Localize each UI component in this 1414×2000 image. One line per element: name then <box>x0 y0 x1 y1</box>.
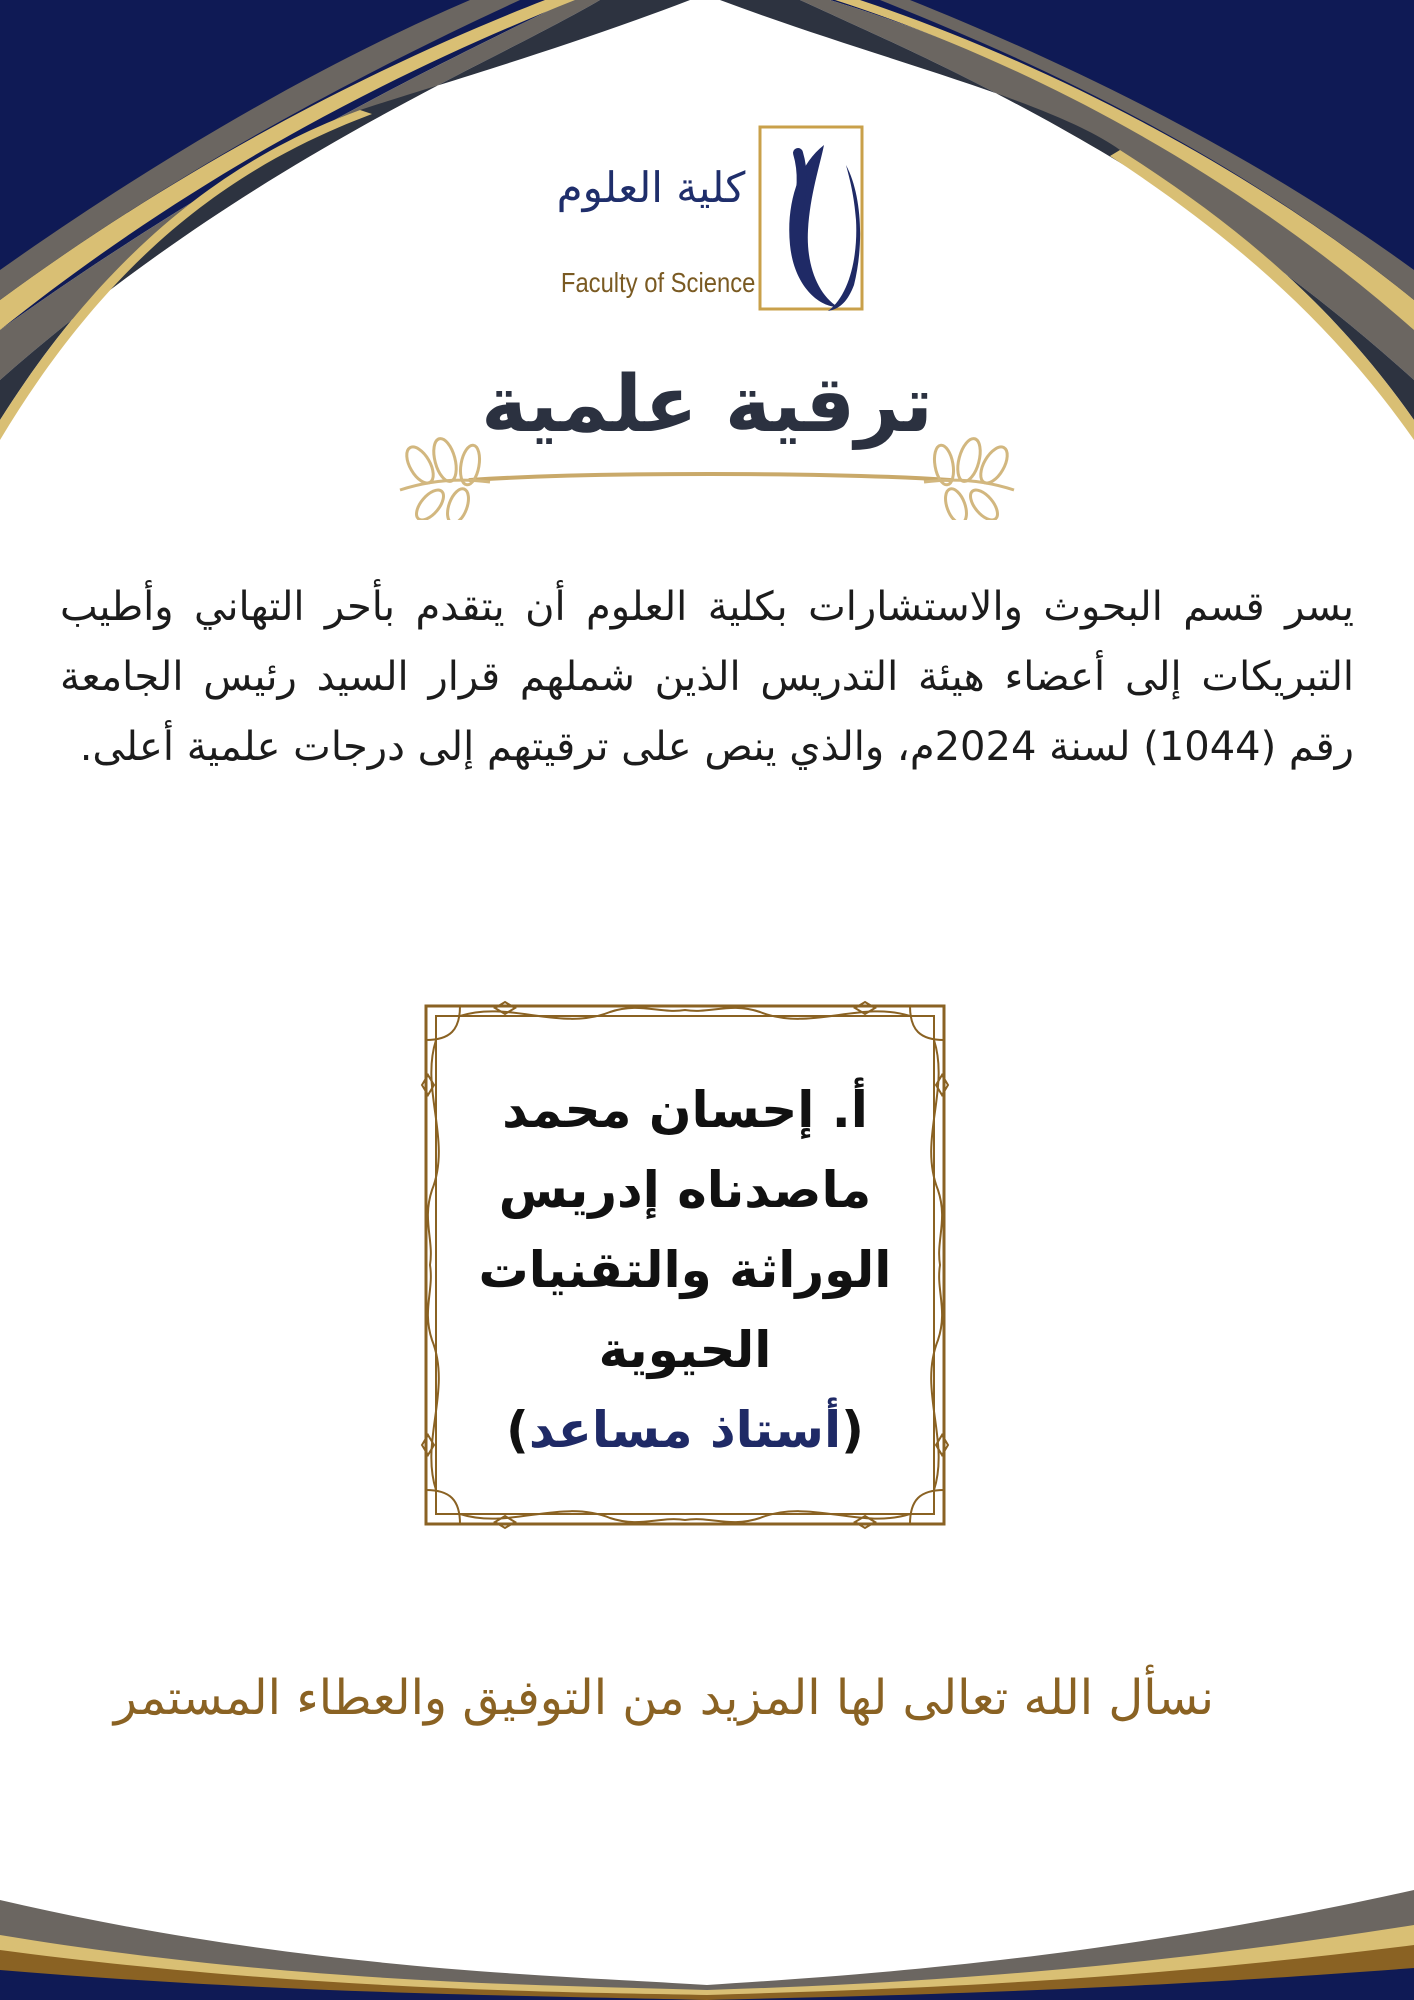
rank-open-paren: ( <box>841 1401 864 1459</box>
honoree-details <box>460 1070 910 1470</box>
floral-flourish-divider-icon <box>390 420 1024 520</box>
announcement-paragraph: يسر قسم البحوث والاستشارات بكلية العلوم أن يتقدم بأحر التهاني وأطيب التبريكات إلى أعضاء هيئة التدريس الذين شملهم قرار السيد رئيس الجامعة رقم (1044) لسنة 2024م، والذي ينص على ترقيتهم إلى درجات علمية أعلى. <box>60 584 1354 770</box>
honoree-rank: أستاذ مساعد <box>528 1401 842 1459</box>
honoree-rank-line <box>460 1390 910 1470</box>
logo-arabic-text: كلية العلوم <box>556 163 746 212</box>
honoree-department-line1: الوراثة والتقنيات <box>478 1241 892 1299</box>
faculty-logo <box>545 125 865 315</box>
title-block <box>390 360 1024 520</box>
honoree-department-line2: الحيوية <box>598 1321 772 1379</box>
closing-blessing: نسأل الله تعالى لها المزيد من التوفيق والعطاء المستمر <box>113 1670 1214 1726</box>
rank-close-paren: ) <box>506 1401 529 1459</box>
university-crescent-mark-icon <box>758 125 868 313</box>
page-title: ترقية علمية <box>481 360 933 450</box>
honoree-name-line1: أ. إحسان محمد <box>502 1081 868 1139</box>
honoree-frame <box>420 1000 950 1530</box>
honoree-name-line2: ماصدناه إدريس <box>498 1161 872 1219</box>
logo-english-text: Faculty of Science <box>560 267 756 298</box>
